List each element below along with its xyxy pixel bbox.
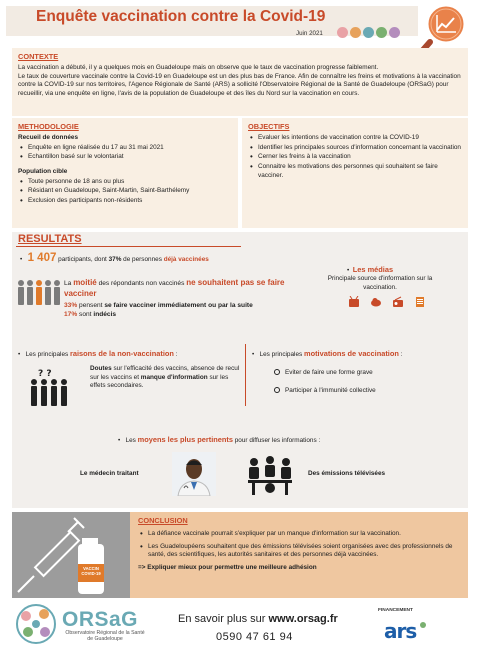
conclusion-final: => Expliquer mieux pour permettre une meilleure adhésion xyxy=(138,563,317,571)
conclusion-section xyxy=(12,512,468,598)
website-link[interactable]: www.orsag.fr xyxy=(268,613,338,625)
phone-number: 0590 47 61 94 xyxy=(216,631,293,643)
website-line xyxy=(178,612,338,627)
text: La xyxy=(64,280,72,287)
list-item: • Les Guadeloupéens souhaitent que des émissions télévisées soient organisées avec des professionnels de santé, des scientifiques, les autorités sanitaires et des personnes déjà vaccinées. xyxy=(138,543,462,560)
text: sont xyxy=(79,310,92,318)
participants-text: participants, dont xyxy=(58,256,107,263)
list-item: • Echantillon basé sur le volontariat xyxy=(18,153,232,162)
column-divider xyxy=(245,344,246,406)
vaccinated-percent: 37% xyxy=(108,256,122,263)
funding-label: FINANCEMENT xyxy=(378,608,413,613)
circle-bullet-icon xyxy=(274,387,280,393)
pct-33-highlight: se faire vacciner immédiatement ou par la suite xyxy=(104,301,253,309)
tv-shows-label: Des émissions télévisées xyxy=(308,470,386,477)
media-text: Principale source d'information sur la vaccination. xyxy=(327,275,433,291)
decor-dot xyxy=(376,27,387,38)
publication-date: Juin 2021 xyxy=(296,30,323,37)
motivation-text: Participer à l'immunité collective xyxy=(285,387,376,394)
logo-subtitle-line: de Guadeloupe xyxy=(87,636,123,643)
ars-logo-dot xyxy=(420,622,426,628)
results-underline xyxy=(16,246,241,247)
text: sur l'efficacité des vaccins, absence de recul sur les vaccins et xyxy=(90,365,240,381)
pct-33-line xyxy=(64,302,286,311)
bullet: • xyxy=(18,351,24,358)
list-item: • Connaitre les motivations des personnes qui souhaitent se faire vacciner. xyxy=(248,163,462,180)
list-item: • Cerner les freins à la vaccination xyxy=(248,153,462,162)
list-item: • Exclusion des participants non-résidents xyxy=(18,197,232,206)
reasons-title-line xyxy=(18,349,177,360)
text: Les xyxy=(125,437,136,444)
svg-text:? ?: ? ? xyxy=(38,369,52,379)
motivation-item xyxy=(274,369,373,378)
motivations-title-line xyxy=(252,349,402,360)
pct-17-highlight: indécis xyxy=(93,310,117,318)
list-item: • La défiance vaccinale pourrait s'expliquer par un manque d'information sur la vaccination. xyxy=(138,530,462,539)
data-collection-title: Recueil de données xyxy=(18,133,79,141)
hesitancy-line xyxy=(64,278,286,300)
media-title: Les médias xyxy=(352,265,394,274)
list-item: • Enquête en ligne réalisée du 17 au 31 mai 2021 xyxy=(18,144,232,153)
logo-subtitle xyxy=(60,630,150,642)
hesitancy-summary xyxy=(64,278,286,320)
half-word: moitié xyxy=(73,278,97,287)
text: : xyxy=(400,351,403,358)
people-group-icon xyxy=(16,278,64,306)
means-title-line xyxy=(118,435,320,446)
text: sur les effets secondaires. xyxy=(90,373,229,390)
motivations-highlight: motivations de vaccination xyxy=(304,349,399,358)
objectives-section xyxy=(242,118,468,228)
results-section xyxy=(12,232,468,508)
doctor-icon xyxy=(172,452,216,496)
bullet: • xyxy=(347,267,353,274)
list-item: • Toute personne de 18 ans ou plus xyxy=(18,178,232,187)
vaccinated-text: de personnes xyxy=(123,256,162,263)
doctor-label: Le médecin traitant xyxy=(80,470,139,477)
ars-logo: ars xyxy=(384,619,417,643)
text: des répondants non vaccinés xyxy=(98,280,185,287)
data-collection-list xyxy=(18,144,232,162)
tv-icon xyxy=(348,296,360,308)
reasons-highlight: raisons de la non-vaccination xyxy=(70,349,174,358)
page-title: Enquête vaccination contre la Covid-19 xyxy=(36,8,326,25)
context-title: CONTEXTE xyxy=(18,52,59,61)
target-population-list xyxy=(18,178,232,206)
text: pour diffuser les informations : xyxy=(234,437,321,444)
syringe-vial-icon xyxy=(12,512,130,598)
text: pensent xyxy=(79,301,103,309)
logo-subtitle-line: Observatoire Régional de la Santé xyxy=(65,630,145,636)
tv-debate-icon xyxy=(244,454,296,496)
objectives-list xyxy=(248,134,462,180)
vial-label-line: VACCIN xyxy=(83,566,99,571)
participants-line xyxy=(20,251,209,267)
pct-17: 17% xyxy=(64,310,78,318)
orsag-logo-icon xyxy=(14,602,60,646)
text: Les principales xyxy=(25,351,69,358)
decor-dot xyxy=(337,27,348,38)
methodology-title: METHODOLOGIE xyxy=(18,122,79,131)
questioning-people-icon xyxy=(28,368,72,408)
logo-name: ORSaG xyxy=(62,608,139,631)
vaccinated-label: déjà vaccinées xyxy=(163,256,209,263)
results-title: RESULTATS xyxy=(18,233,82,245)
doubts-label: Doutes xyxy=(90,365,112,372)
color-dots xyxy=(337,27,400,38)
text: : xyxy=(175,351,178,358)
context-paragraph: La vaccination a débuté, il y a quelques mois en Guadeloupe mais on observe que le taux de vaccination progresse faiblement. xyxy=(18,63,379,71)
participants-number: 1 407 xyxy=(27,252,57,264)
decor-dot xyxy=(389,27,400,38)
vial-label xyxy=(78,566,104,576)
motivation-item xyxy=(274,387,376,396)
newspaper-icon xyxy=(414,296,426,308)
media-icons xyxy=(348,296,426,308)
context-paragraph: Le taux de couverture vaccinale contre la Covid-19 en Guadeloupe est un des plus bas de France. Afin de connaître les freins et motivations à la vaccination contre la COVID-19 sur nos territoires, l'Agence Régionale de Santé (ARS) a sollicité l'Observatoire Régional de la Santé de Guadeloupe (ORSaG) pour recueillir, via une enquête en ligne, l'avis de la population de Guadeloupe et des îles du Nord sur la vaccination en cours. xyxy=(18,72,461,97)
context-section xyxy=(12,48,468,116)
header xyxy=(0,0,480,44)
not-wanting-vaccine: ne souhaitent pas se faire vacciner xyxy=(64,278,285,298)
bullet: • xyxy=(118,437,124,444)
decor-dot xyxy=(350,27,361,38)
lack-info-label: manque d'information xyxy=(140,373,208,381)
vaccine-illustration xyxy=(12,512,130,598)
circle-bullet-icon xyxy=(274,369,280,375)
reasons-text xyxy=(90,365,240,391)
cloud-icon xyxy=(370,296,382,308)
pct-17-line xyxy=(64,311,286,320)
conclusion-title: CONCLUSION xyxy=(138,516,188,525)
conclusion-list xyxy=(138,530,462,560)
list-item: • Evaluer les intentions de vaccination contre la COVID-19 xyxy=(248,134,462,143)
text: Les principales xyxy=(259,351,303,358)
radio-icon xyxy=(392,296,404,308)
bullet: • xyxy=(20,256,26,263)
text: En savoir plus sur xyxy=(178,613,266,625)
conclusion-body xyxy=(138,516,462,573)
bullet: • xyxy=(252,351,258,358)
objectives-title: OBJECTIFS xyxy=(248,122,290,131)
motivation-text: Eviter de faire une forme grave xyxy=(285,369,373,376)
vial-label-line: COVID-19 xyxy=(81,571,101,577)
means-highlight: moyens les plus pertinents xyxy=(137,435,233,444)
target-population-title: Population cible xyxy=(18,167,68,175)
list-item: • Résidant en Guadeloupe, Saint-Martin, Saint-Barthélemy xyxy=(18,187,232,196)
list-item: • Identifier les principales sources d'information concernant la vaccination xyxy=(248,144,462,153)
pct-33: 33% xyxy=(64,301,78,309)
methodology-section xyxy=(12,118,238,228)
decor-dot xyxy=(363,27,374,38)
footer xyxy=(0,600,480,650)
